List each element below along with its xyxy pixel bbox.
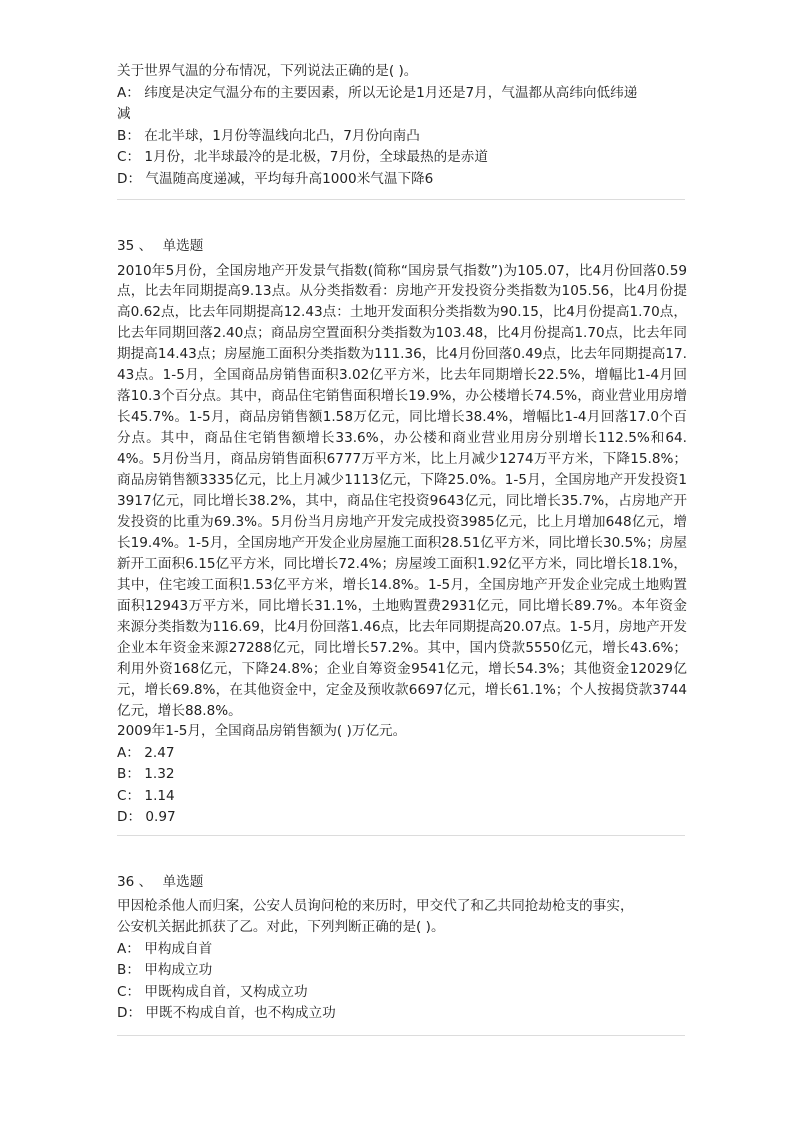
option-text: 1.14 <box>144 787 175 804</box>
option-key: D： <box>117 809 142 826</box>
option-key: D： <box>117 1005 142 1021</box>
question-type: 单选题 <box>162 238 204 254</box>
option-a[interactable] <box>117 83 687 105</box>
section-divider <box>117 1035 685 1036</box>
option-d[interactable] <box>117 1003 687 1025</box>
option-text: 甲既不构成自首，也不构成立功 <box>145 1005 336 1021</box>
question-header <box>117 872 687 894</box>
option-b[interactable] <box>117 126 687 148</box>
question-35 <box>117 236 687 829</box>
section-divider <box>117 199 685 200</box>
option-text: 1月份，北半球最冷的是北极，7月份，全球最热的是赤道 <box>144 149 488 165</box>
question-stem-continuation: 公安机关据此抓获了乙。对此，下列判断正确的是( )。 <box>117 919 445 935</box>
option-key: C： <box>117 787 141 804</box>
question-stem: 2009年1-5月，全国商品房销售额为( )万亿元。 <box>117 723 407 740</box>
option-key: D： <box>117 170 142 187</box>
section-divider <box>117 835 685 836</box>
option-key: B： <box>117 766 140 783</box>
option-text: 气温随高度递减，平均每升高1000米气温下降6 <box>145 170 434 187</box>
question-material: 2010年5月份，全国房地产开发景气指数(简称“国房景气指数”)为105.07，比4月份回落0.59点，比去年同期提高9.13点。从分类指数看：房地产开发投资分类指数为105.56，比4月份提高0.62点，比去年同期提高12.43点：土地开发面积分类指数为90.15，比4月份提高1.70点，比去年同期回落2.40点；商品房空置面积分类指数为103.48，比4月份提高1.70点，比去年同期提高14.43点；房屋施工面积分类指数为111.36，比4月份回落0.49点，比去年同期提高17.43点。1-5月，全国商品房销售面积3.02亿平方米，比去年同期增长22.5%，增幅比1-4月回落10.3个百分点。其中，商品住宅销售面积增长19.9%，办公楼增长74.5%，商业营业用房增长45.7%。1-5月，商品房销售额1.58万亿元，同比增长38.4%，增幅比1-4月回落17.0个百分点。其中，商品住宅销售额增长33.6%，办公楼和商业营业用房分别增长112.5%和64.4%。5月份当月，商品房销售面积6777万平方米，比上月减少1274万平方米，下降15.8%；商品房销售额3335亿元，比上月减少1113亿元，下降25.0%。1-5月，全国房地产开发投资13917亿元，同比增长38.2%，其中，商品住宅投资9643亿元，同比增长35.7%，占房地产开发投资的比重为69.3%。5月份当月房地产开发完成投资3985亿元，比上月增加648亿元，增长19.4%。1-5月，全国房地产开发企业房屋施工面积28.51亿平方米，同比增长30.5%；房屋新开工面积6.15亿平方米，同比增长72.4%；房屋竣工面积1.92亿平方米，同比增长18.1%，其中，住宅竣工面积1.53亿平方米，增长14.8%。1-5月，全国房地产开发企业完成土地购置面积12943万平方米，同比增长31.1%，土地购置费2931亿元，同比增长89.7%。本年资金来源分类指数为116.69，比4月份回落1.46点，比去年同期提高20.07点。1-5月，房地产开发企业本年资金来源27288亿元，同比增长57.2%。其中，国内贷款5550亿元，增长43.6%；利用外资168亿元，下降24.8%；企业自筹资金9541亿元，增长54.3%；其他资金12029亿元，增长69.8%，在其他资金中，定金及预收款6697亿元，增长61.1%；个人按揭贷款3744亿元，增长88.8%。 <box>117 262 687 719</box>
option-text: 0.97 <box>145 809 176 826</box>
option-text: 纬度是决定气温分布的主要因素，所以无论是1月还是7月，气温都从高纬向低纬递 <box>144 84 638 101</box>
question-number: 35 、 <box>117 238 153 254</box>
option-b[interactable] <box>117 764 687 786</box>
question-number: 36 、 <box>117 874 153 890</box>
option-a[interactable] <box>117 743 687 765</box>
option-d[interactable] <box>117 169 687 191</box>
option-c[interactable] <box>117 982 687 1004</box>
question-stem: 关于世界气温的分布情况，下列说法正确的是( )。 <box>117 63 418 79</box>
option-key: A： <box>117 940 140 957</box>
option-a-continuation <box>117 104 687 126</box>
option-key: A： <box>117 84 140 101</box>
question-34 <box>117 61 687 190</box>
option-a[interactable] <box>117 939 687 961</box>
option-key: B： <box>117 962 140 978</box>
option-c[interactable] <box>117 147 687 169</box>
option-text: 甲构成立功 <box>144 962 213 978</box>
option-text: 减 <box>117 106 131 122</box>
option-text: 甲既构成自首，又构成立功 <box>144 983 308 1000</box>
option-d[interactable] <box>117 807 687 829</box>
option-b[interactable] <box>117 960 687 982</box>
option-key: C： <box>117 983 141 1000</box>
option-key: A： <box>117 744 140 761</box>
question-header <box>117 236 687 258</box>
question-stem: 甲因枪杀他人而归案，公安人员询问枪的来历时，甲交代了和乙共同抢劫枪支的事实， <box>117 897 634 914</box>
option-text: 1.32 <box>144 766 175 783</box>
option-key: B： <box>117 127 140 144</box>
option-c[interactable] <box>117 786 687 808</box>
question-type: 单选题 <box>162 874 204 890</box>
option-text: 在北半球，1月份等温线向北凸，7月份向南凸 <box>144 127 420 144</box>
option-text: 2.47 <box>144 744 175 761</box>
option-text: 甲构成自首 <box>144 940 213 957</box>
question-36 <box>117 872 687 1025</box>
option-key: C： <box>117 149 141 165</box>
